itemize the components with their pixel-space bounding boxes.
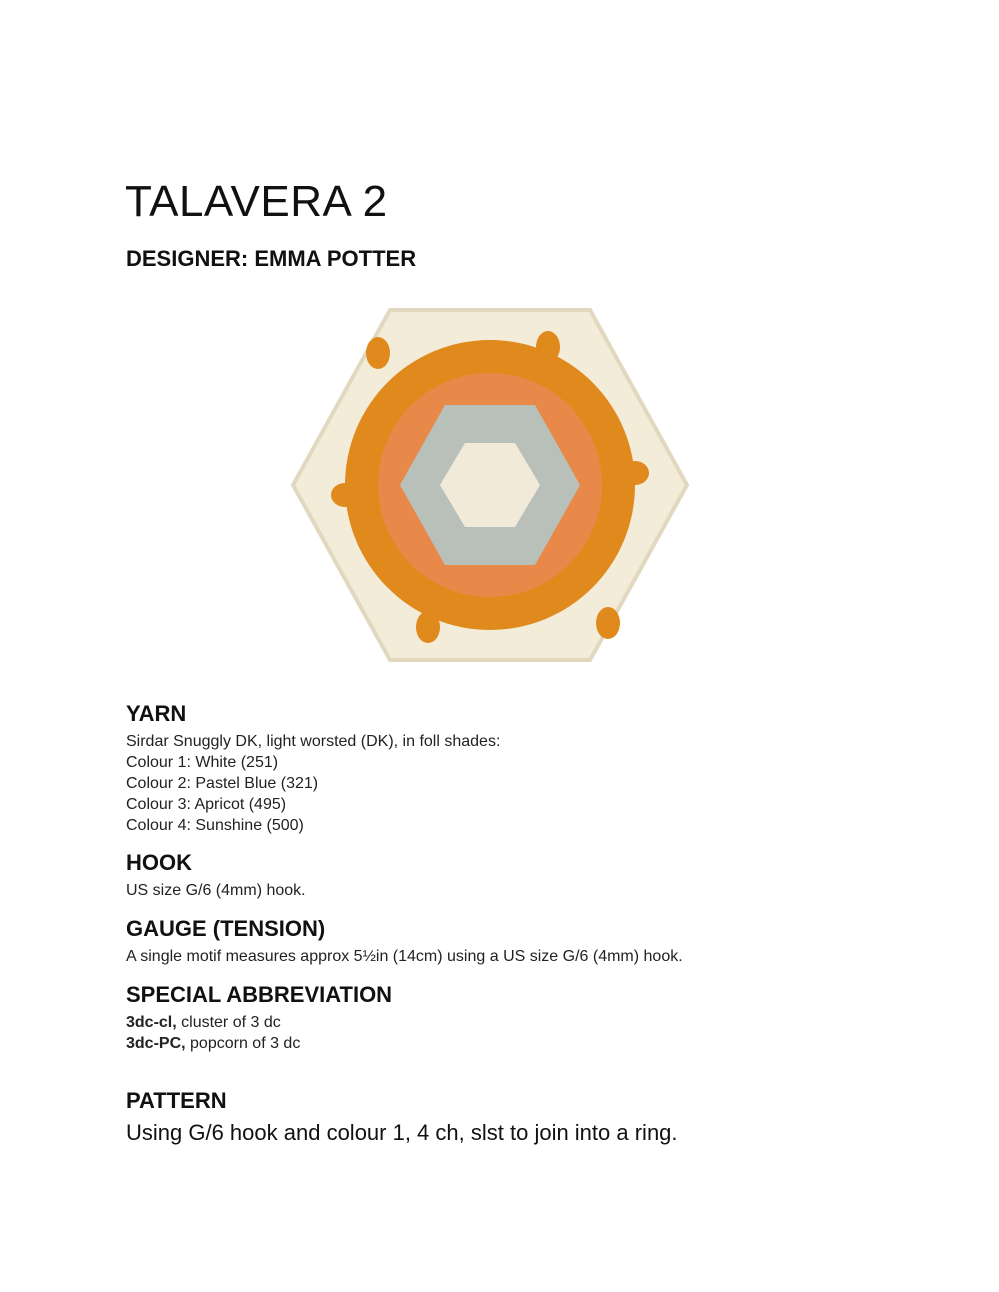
- crochet-motif-image: [290, 305, 690, 665]
- abbreviation-term: 3dc-PC,: [126, 1035, 186, 1053]
- hook-heading: HOOK: [126, 850, 192, 875]
- yarn-colour-3: Colour 3: Apricot (495): [126, 796, 287, 814]
- yarn-colour-1: Colour 1: White (251): [126, 754, 279, 772]
- hook-section: [126, 850, 306, 901]
- designer-credit: DESIGNER: EMMA POTTER: [126, 246, 417, 271]
- abbreviation-definition: cluster of 3 dc: [176, 1014, 281, 1032]
- hook-text: US size G/6 (4mm) hook.: [126, 882, 306, 900]
- pattern-section: [126, 1088, 678, 1146]
- gauge-heading: GAUGE (TENSION): [126, 916, 326, 941]
- yarn-heading: YARN: [126, 701, 187, 726]
- pattern-heading: PATTERN: [126, 1088, 227, 1113]
- yarn-section: [126, 701, 500, 836]
- abbreviation-term: 3dc-cl,: [126, 1014, 177, 1032]
- gauge-text: A single motif measures approx 5½in (14cm) using a US size G/6 (4mm) hook.: [126, 948, 683, 966]
- abbreviation-heading: SPECIAL ABBREVIATION: [126, 982, 393, 1007]
- pattern-text: Using G/6 hook and colour 1, 4 ch, slst to join into a ring.: [126, 1120, 678, 1146]
- abbreviation-item: [126, 1012, 392, 1033]
- page-title: TALAVERA 2: [125, 177, 388, 226]
- abbreviation-section: [126, 982, 392, 1054]
- yarn-colour-4: Colour 4: Sunshine (500): [126, 817, 304, 835]
- abbreviation-definition: popcorn of 3 dc: [185, 1035, 301, 1053]
- gauge-section: [126, 916, 683, 967]
- abbreviation-item: [126, 1033, 392, 1054]
- yarn-colour-2: Colour 2: Pastel Blue (321): [126, 775, 319, 793]
- yarn-description: Sirdar Snuggly DK, light worsted (DK), in foll shades:: [126, 733, 501, 751]
